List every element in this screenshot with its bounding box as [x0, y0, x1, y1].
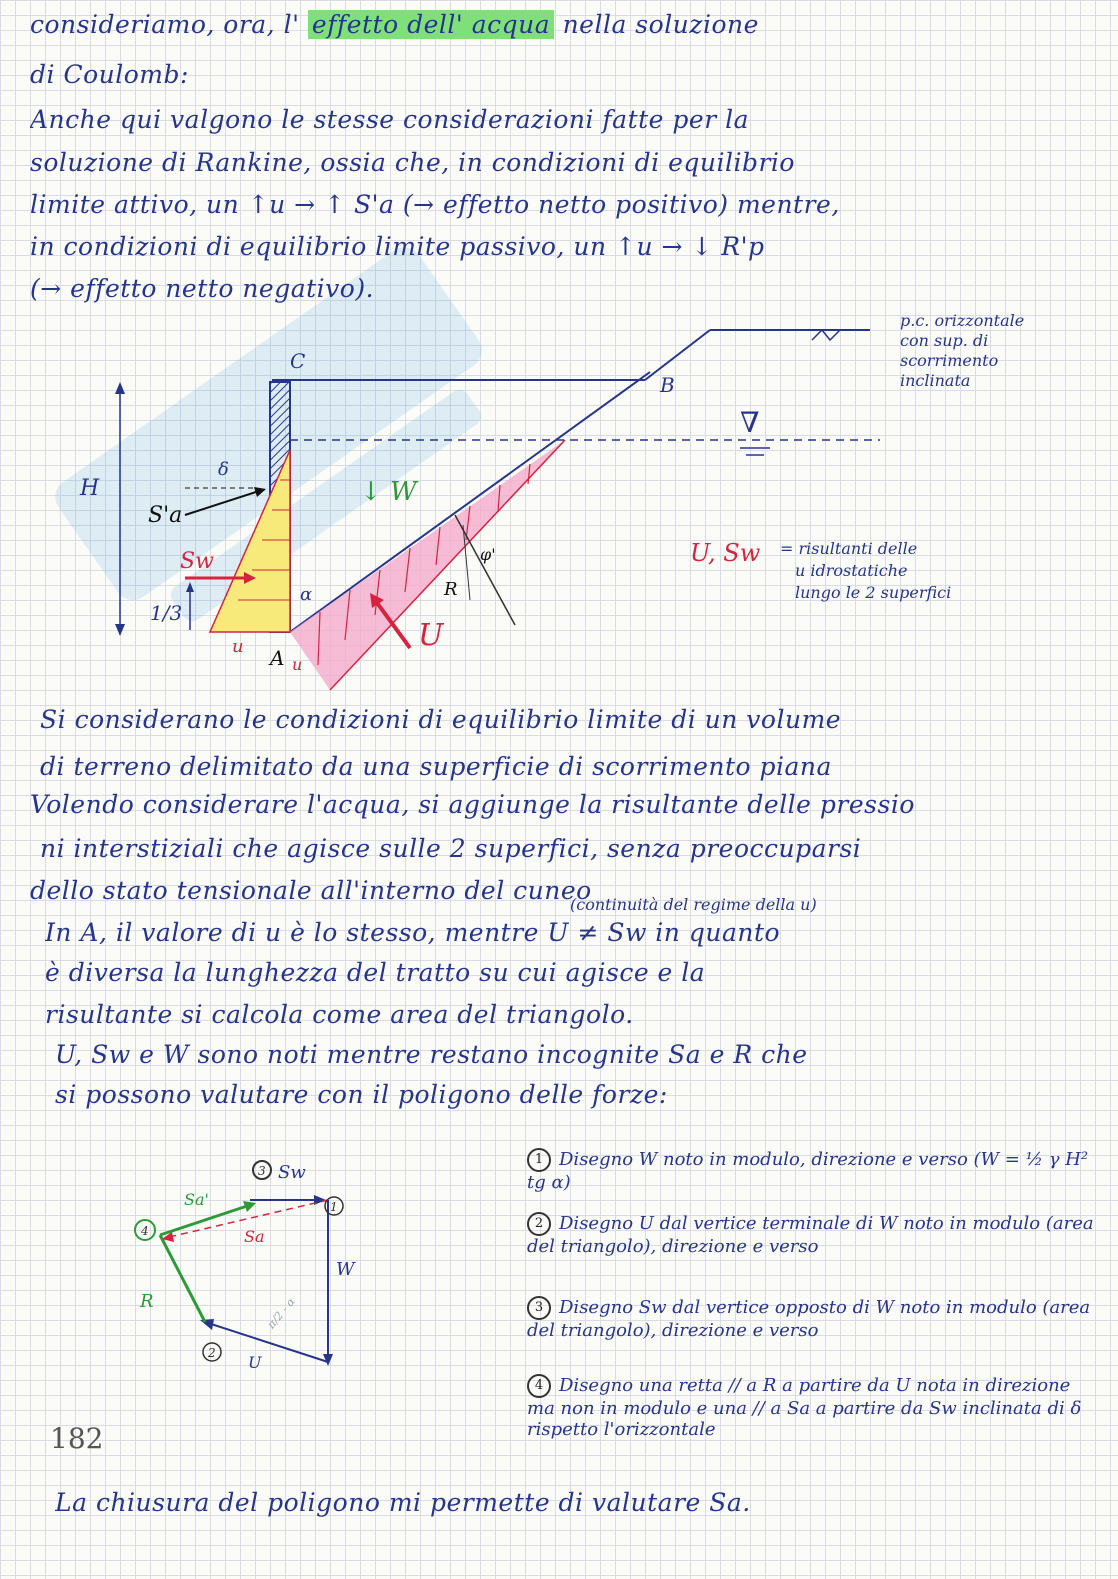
step-2-number: 2 [527, 1212, 551, 1236]
label-phi: φ' [480, 545, 496, 564]
note-mid-2: u idrostatiche [795, 561, 908, 580]
label-u-small-2: u [292, 655, 303, 674]
poly-angle-note: π/2 - α [264, 1295, 298, 1332]
para2-line-4: ni interstiziali che agisce sulle 2 superfici, senza preoccuparsi [40, 834, 862, 863]
text-line-4: soluzione di Rankine, ossia che, in condizioni di equilibrio [30, 148, 795, 177]
para2-line-2: di terreno delimitato da una superficie di scorrimento piana [40, 752, 832, 781]
para2-line-3: Volendo considerare l'acqua, si aggiunge la risultante delle pressio [30, 790, 915, 819]
poly-label-w: W [336, 1259, 355, 1280]
final-line: La chiusura del poligono mi permette di valutare Sa. [55, 1488, 751, 1517]
note-mid-3: lungo le 2 superfici [795, 583, 952, 602]
poly-n1: 1 [330, 1200, 338, 1214]
text-line-7: (→ effetto netto negativo). [30, 274, 375, 303]
step-2: 2 Disegno U dal vertice terminale di W noto in modulo (area del triangolo), direzione e verso [527, 1213, 1094, 1257]
note-top-2: con sup. di [900, 331, 989, 350]
label-third: 1/3 [150, 601, 183, 625]
step-4: 4 Disegno una retta // a R a partire da U nota in direzione ma non in modulo e una // a Sa a partire da Sw inclinata di δ rispetto l'orizzontale [527, 1375, 1082, 1440]
text-line-6: in condizioni di equilibrio limite passivo, un ↑u → ↓ R'p [30, 232, 765, 261]
highlight-acqua: effetto dell' acqua [308, 10, 554, 39]
text-line-5: limite attivo, un ↑u → ↑ S'a (→ effetto netto positivo) mentre, [30, 190, 840, 219]
para2-line-10: si possono valutare con il poligono delle forze: [55, 1080, 668, 1109]
label-delta: δ [218, 459, 229, 480]
label-u-small: u [232, 636, 244, 657]
poly-n3: 3 [258, 1164, 266, 1178]
para2-line-1: Si considerano le condizioni di equilibrio limite di un volume [40, 705, 842, 734]
force-polygon [120, 1140, 360, 1380]
text-line-3: Anche qui valgono le stesse considerazioni fatte per la [30, 105, 750, 134]
note-top-3: scorrimento [900, 351, 999, 370]
para2-line-9: U, Sw e W sono noti mentre restano incognite Sa e R che [55, 1040, 808, 1069]
label-a: A [270, 646, 285, 670]
poly-label-u: U [248, 1353, 262, 1372]
text-line-2: di Coulomb: [30, 60, 189, 89]
label-u-big: U [418, 618, 444, 653]
step-1-number: 1 [527, 1148, 551, 1172]
label-sw: Sw [180, 549, 214, 574]
note-top-4: inclinata [900, 371, 971, 390]
poly-n4: 4 [141, 1224, 149, 1238]
poly-label-sw: Sw [278, 1162, 306, 1183]
para2-line-7: è diversa la lunghezza del tratto su cui agisce e la [45, 958, 706, 987]
step-1: 1 Disegno W noto in modulo, direzione e verso (W = ½ γ H² tg α) [527, 1149, 1089, 1193]
poly-n2: 2 [208, 1346, 216, 1360]
text-line-1: consideriamo, ora, l' effetto dell' acqua nella soluzione [30, 10, 759, 39]
label-c: C [290, 349, 306, 373]
para2-line-6: In A, il valore di u è lo stesso, mentre U ≠ Sw in quanto [45, 918, 781, 947]
para2-line-5: dello stato tensionale all'interno del cuneo [30, 876, 592, 905]
poly-label-r: R [140, 1291, 154, 1312]
label-b: B [660, 373, 675, 397]
para2-note: (continuità del regime della u) [570, 895, 817, 914]
note-mid-1: = risultanti delle [780, 539, 918, 558]
label-sa: S'a [148, 503, 183, 528]
label-r: R [444, 579, 458, 600]
para2-line-8: risultante si calcola come area del triangolo. [45, 1000, 634, 1029]
label-h: H [80, 476, 100, 501]
page-number: 182 [50, 1422, 104, 1455]
step-3-number: 3 [527, 1296, 551, 1320]
label-alpha: α [300, 584, 313, 605]
note-top-1: p.c. orizzontale [900, 311, 1025, 330]
poly-label-sa: Sa [244, 1227, 265, 1246]
water-symbol: ∇ [740, 406, 760, 439]
step-3: 3 Disegno Sw dal vertice opposto di W noto in modulo (area del triangolo), direzione e verso [527, 1297, 1091, 1341]
step-4-number: 4 [527, 1374, 551, 1398]
note-mid-label: U, Sw [690, 539, 761, 567]
poly-label-sa-prime: Sa' [184, 1190, 209, 1209]
label-w: ↓ W [360, 477, 417, 507]
